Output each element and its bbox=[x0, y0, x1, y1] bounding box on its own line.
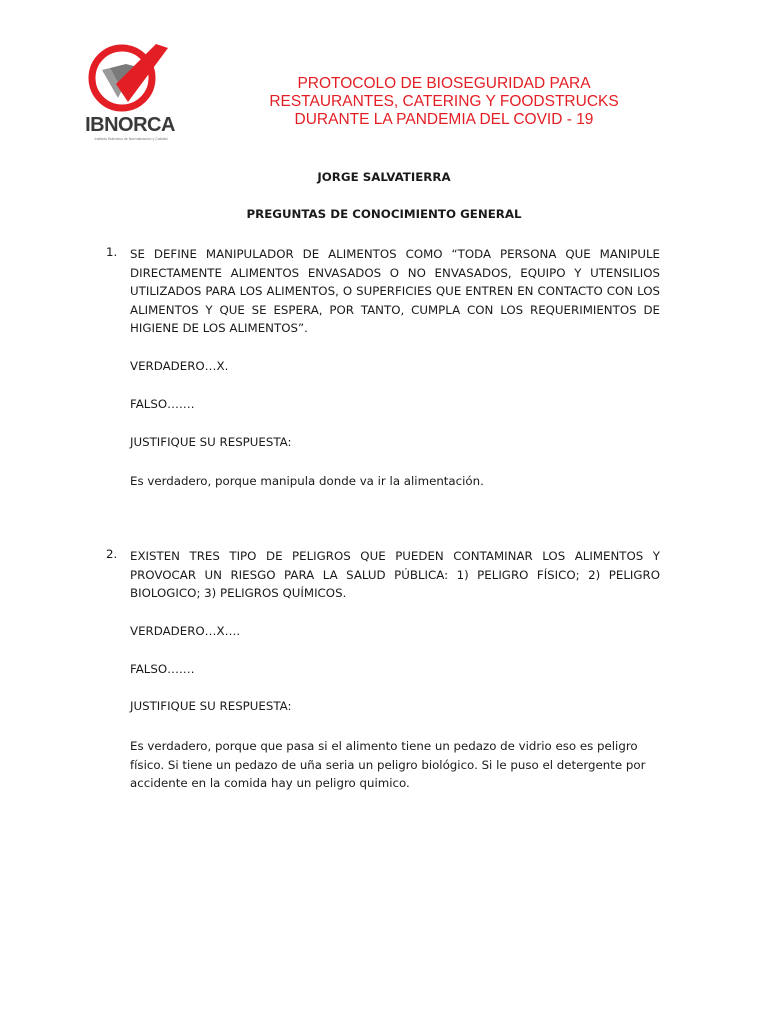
question-statement: EXISTEN TRES TIPO DE PELIGROS QUE PUEDEN CONTAMINAR LOS ALIMENTOS Y PROVOCAR UN RIESGO PARA LA SALUD PÚBLICA: 1) PELIGRO FÍSICO; 2) PELIGRO BIOLOGICO; 3) PELIGROS QUÍMICOS. bbox=[130, 549, 660, 600]
title-line-2: RESTAURANTES, CATERING Y FOODSTRUCKS bbox=[269, 93, 619, 110]
question-statement: SE DEFINE MANIPULADOR DE ALIMENTOS COMO “TODA PERSONA QUE MANIPULE DIRECTAMENTE ALIMENTOS ENVASADOS O NO ENVASADOS, EQUIPO Y UTENSILIOS UTILIZADOS PARA LOS ALIMENTOS, O SUPERFICIES QUE ENTREN EN CONTACTO CON LOS ALIMENTOS Y QUE SE ESPERA, POR TANTO, CUMPLA CON LOS REQUERIMIENTOS DE HIGIENE DE LOS ALIMENTOS”. bbox=[130, 247, 660, 335]
logo-tagline: Instituto Boliviano de Normalización y Calidad bbox=[94, 137, 168, 141]
ibnorca-logo bbox=[76, 40, 186, 150]
answer-text: Es verdadero, porque manipula donde va ir la alimentación. bbox=[130, 474, 484, 488]
true-option: VERDADERO…X…. bbox=[130, 624, 241, 638]
check-mark-icon bbox=[76, 40, 186, 118]
section-title: PREGUNTAS DE CONOCIMIENTO GENERAL bbox=[246, 207, 522, 221]
logo-wordmark: IBNORCA bbox=[85, 114, 175, 136]
false-option: FALSO……. bbox=[130, 397, 195, 411]
author-name: JORGE SALVATIERRA bbox=[317, 170, 451, 184]
true-option: VERDADERO…X. bbox=[130, 359, 229, 373]
title-line-3: DURANTE LA PANDEMIA DEL COVID - 19 bbox=[294, 111, 594, 128]
title-line-1: PROTOCOLO DE BIOSEGURIDAD PARA bbox=[297, 75, 591, 92]
question-number: 1. bbox=[106, 245, 118, 259]
justify-label: JUSTIFIQUE SU RESPUESTA: bbox=[130, 699, 292, 713]
document-title bbox=[200, 75, 688, 129]
question-number: 2. bbox=[106, 547, 118, 561]
false-option: FALSO……. bbox=[130, 662, 195, 676]
answer-text: Es verdadero, porque que pasa si el alimento tiene un pedazo de vidrio eso es peligro físico. Si tiene un pedazo de uña seria un peligro biológico. Si le puso el detergente por accidente en la comida hay un peligro quimico. bbox=[130, 739, 646, 790]
justify-label: JUSTIFIQUE SU RESPUESTA: bbox=[130, 435, 292, 449]
